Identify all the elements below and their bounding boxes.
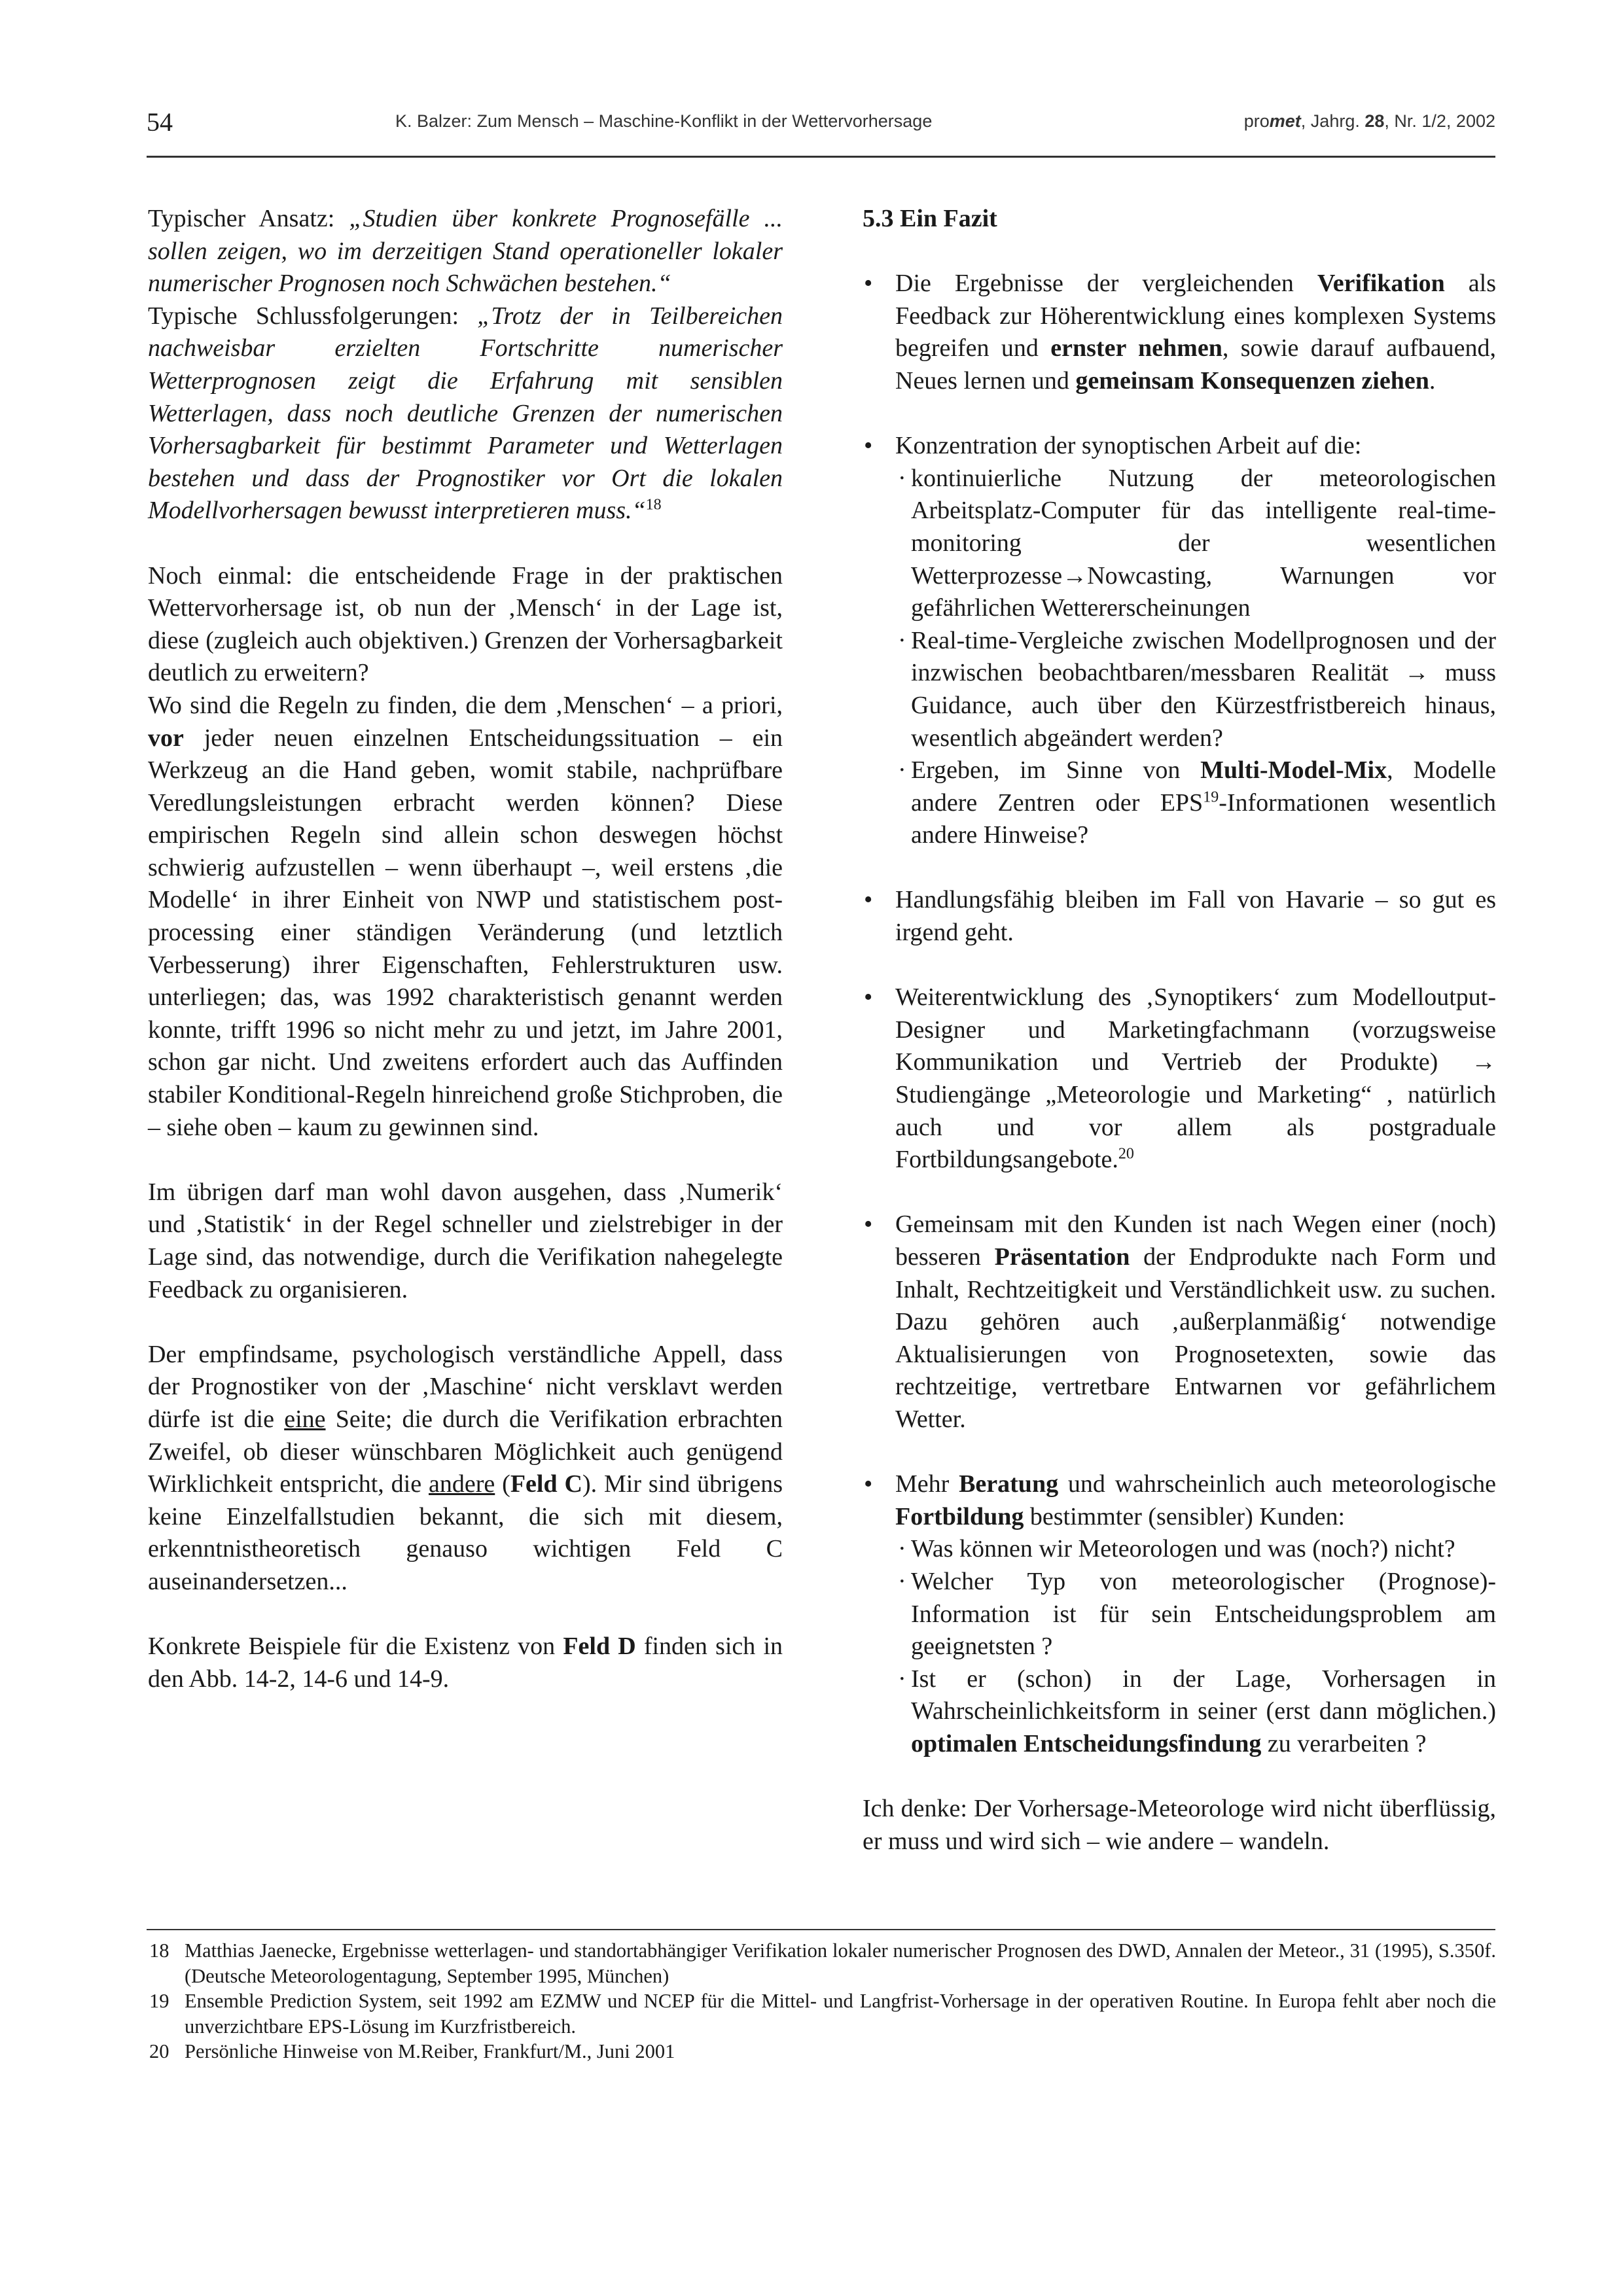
paragraph-examples bbox=[148, 1631, 783, 1695]
text: und wahrscheinlich auch meteorologische bbox=[1058, 1470, 1496, 1498]
text: , sowie darauf aufbauend, Neues lernen und bbox=[895, 334, 1496, 395]
text: als Feedback zur Höherentwicklung eines komplexen Systems begreifen und bbox=[895, 270, 1496, 362]
text: zu verarbeiten ? bbox=[1261, 1729, 1427, 1757]
text: Ergeben, im Sinne von bbox=[911, 756, 1201, 785]
text: Mehr bbox=[895, 1470, 959, 1498]
sub-item-question-2: · Welcher Typ von meteorologischer (Prognose)-Information ist für sein Entscheidungsproblem am geeignetsten ? bbox=[895, 1566, 1496, 1663]
journal-volume: 28 bbox=[1364, 111, 1385, 131]
bold-text: Feld D bbox=[563, 1633, 636, 1661]
closing-paragraph: Ich denke: Der Vorhersage-Meteorologe wird nicht überflüssig, er muss und wird sich – wie andere – wandeln. bbox=[863, 1795, 1496, 1855]
journal-rest2: , Nr. 1/2, 2002 bbox=[1384, 111, 1495, 131]
section-title: 5.3 Ein Fazit bbox=[863, 205, 997, 232]
bullet-synoptiker bbox=[863, 981, 1496, 1176]
bold-text: Beratung bbox=[959, 1470, 1059, 1498]
text: ). Mir sind übrigens keine Einzelfallstudien bekannt, die sich mit diesem, erkenntnistheoretisch genauso wichtigen Feld C auseinandersetzen... bbox=[148, 1470, 783, 1595]
footnotes bbox=[149, 1938, 1496, 2064]
text: Der empfindsame, psychologisch verständliche Appell, dass der Prognostiker von der ‚Maschine‘ nicht versklavt werden dürfe ist die bbox=[148, 1340, 783, 1433]
footnote-ref-18: 18 bbox=[645, 496, 662, 514]
text bbox=[895, 1468, 1496, 1533]
bold-text: ernster nehmen bbox=[1050, 334, 1222, 362]
text: kontinuierliche Nutzung der meteorologischen Arbeitsplatz-Computer für das intelligente real-time-monitoring der wesentlichen Wetterprozesse bbox=[911, 464, 1496, 590]
journal-pro: pro bbox=[1243, 111, 1270, 131]
footnote-18 bbox=[149, 1938, 1496, 1988]
bold-text: vor bbox=[148, 724, 184, 752]
text: Weiterentwicklung des ‚Synoptikers‘ zum Modelloutput-Designer und Marketingfachmann (vorzugsweise Kommunikation und Vertrieb der Produkte) bbox=[895, 983, 1496, 1076]
bullet-presentation bbox=[863, 1209, 1496, 1436]
page-number: 54 bbox=[147, 107, 173, 137]
text: Typischer Ansatz: bbox=[148, 205, 349, 232]
arrow-icon: → bbox=[1471, 1048, 1496, 1076]
quote-conclusion: „Trotz der in Teilbereichen nachweisbar erzielten Fortschritte numerischer Wetterprognosen zeigt die Erfahrung mit sensiblen Wetterlagen, dass noch deutliche Grenzen der numerischen Vorhersagbarkeit für bestimmt Parameter und Wetterlagen bestehen und dass der Prognostiker vor Ort die lokalen Modellvorhersagen bewusst interpretieren muss.“ bbox=[148, 302, 783, 525]
sub-item-realtime bbox=[895, 625, 1496, 754]
underlined-text: eine bbox=[284, 1405, 326, 1433]
bold-text: Verifikation bbox=[1317, 270, 1445, 298]
text: Real-time-Vergleiche zwischen Modellprognosen und der inzwischen beobachtbaren/messbaren Realität bbox=[911, 626, 1496, 687]
sub-item-multimodel bbox=[895, 754, 1496, 852]
footnote-ref-19: 19 bbox=[1203, 788, 1219, 806]
text: -Informationen wesentlich andere Hinweise? bbox=[911, 788, 1496, 849]
sub-item-question-3 bbox=[895, 1663, 1496, 1761]
text: muss Guidance, auch über den Kürzestfristbereich hinaus, wesentlich abgeändert werden? bbox=[911, 659, 1496, 752]
header-rule bbox=[147, 156, 1495, 158]
sub-item-monitoring bbox=[895, 463, 1496, 625]
text: Ist er (schon) in der Lage, Vorhersagen in Wahrscheinlichkeitsform in seiner (erst dann möglichen.) bbox=[911, 1665, 1496, 1725]
arrow-icon: → bbox=[1404, 659, 1429, 687]
text: Seite; die durch die Verifikation erbrachten Zweifel, ob dieser wünschbaren Möglichkeit auch genügend Wirklichkeit entspricht, die bbox=[148, 1405, 783, 1498]
paragraph-rules bbox=[148, 690, 783, 1144]
journal-rest1: , Jahrg. bbox=[1300, 111, 1365, 131]
footnote-text: Ensemble Prediction System, seit 1992 am EZMW und NCEP für die Mittel- und Langfrist-Vorhersage in der operativen Routine. In Europa fehlt aber noch die unverzichtbare EPS-Lösung im Kurzfristbereich. bbox=[185, 1990, 1496, 2038]
text: • Konzentration der synoptischen Arbeit auf die: bbox=[895, 432, 1362, 460]
footnote-rule bbox=[147, 1929, 1495, 1930]
paragraph-approach bbox=[148, 203, 783, 527]
text: Die Ergebnisse der vergleichenden bbox=[895, 270, 1317, 298]
text: Konkrete Beispiele für die Existenz von bbox=[148, 1633, 563, 1661]
footnote-text: Persönliche Hinweise von M.Reiber, Frankfurt/M., Juni 2001 bbox=[185, 2040, 675, 2062]
text: Wo sind die Regeln zu finden, die dem ‚Menschen‘ – a priori, bbox=[148, 691, 783, 719]
arrow-icon: → bbox=[1062, 561, 1088, 590]
bullet-beratung bbox=[863, 1468, 1496, 1760]
paragraph-numerik: Im übrigen darf man wohl davon ausgehen, dass ‚Numerik‘ und ‚Statistik‘ in der Regel schneller und zielstrebiger in der Lage sind, das notwendige, durch die Verifikation nahegelegte Feedback zu organisieren. bbox=[148, 1178, 783, 1303]
text: der Endprodukte nach Form und Inhalt, Rechtzeitigkeit und Verständlichkeit usw. zu suchen. Dazu gehören auch ‚außerplanmäßig‘ notwendige Aktualisierungen von Prognosetexten, sowie das rechtzeitige, vertretbare Entwarnen vor gefährlichem Wetter. bbox=[895, 1243, 1496, 1433]
bold-text: Multi-Model-Mix bbox=[1200, 756, 1387, 785]
bullet-verification bbox=[863, 268, 1496, 397]
footnote-number: 18 bbox=[149, 1939, 169, 1962]
footnote-number: 20 bbox=[149, 2040, 169, 2062]
text: Gemeinsam mit den Kunden ist nach Wegen einer (noch) besseren bbox=[895, 1210, 1496, 1271]
journal-info bbox=[1244, 111, 1495, 132]
footnote-ref-20: 20 bbox=[1118, 1145, 1134, 1163]
text: bestimmter (sensibler) Kunden: bbox=[1024, 1502, 1346, 1530]
bold-text: Fortbildung bbox=[895, 1502, 1024, 1530]
text: ( bbox=[495, 1470, 510, 1498]
paragraph-appeal bbox=[148, 1339, 783, 1598]
bold-text: Präsentation bbox=[994, 1243, 1130, 1271]
running-title: K. Balzer: Zum Mensch – Maschine-Konflikt in der Wettervorhersage bbox=[395, 111, 933, 131]
sub-item-question-1: · Was können wir Meteorologen und was (noch?) nicht? bbox=[895, 1533, 1496, 1566]
underlined-text: andere bbox=[429, 1470, 495, 1498]
text: . bbox=[1429, 366, 1436, 395]
bullet-concentration bbox=[863, 430, 1496, 852]
left-column bbox=[148, 203, 783, 1695]
text: Studiengänge „Meteorologie und Marketing“ , natürlich auch und vor allem als postgraduale Fortbildungsangebote. bbox=[895, 1081, 1496, 1174]
journal-met: met bbox=[1269, 111, 1301, 131]
footnote-20 bbox=[149, 2039, 1496, 2064]
text: Typische Schlussfolgerungen: bbox=[148, 302, 478, 330]
footnote-number: 19 bbox=[149, 1990, 169, 2012]
paragraph-question: Noch einmal: die entscheidende Frage in der praktischen Wettervorhersage ist, ob nun der ‚Mensch‘ in der Lage ist, diese (zugleich auch objektiven.) Grenzen der Vorhersagbarkeit deutlich zu erweitern? bbox=[148, 561, 783, 687]
footnote-text: Matthias Jaenecke, Ergebnisse wetterlagen- und standortabhängiger Verifikation lokaler numerischer Prognosen des DWD, Annalen der Meteor., 31 (1995), S.350f. (Deutsche Meteorologentagung, September 1995, München) bbox=[185, 1939, 1496, 1987]
right-column bbox=[863, 203, 1496, 1858]
bold-text: Feld C bbox=[510, 1470, 582, 1498]
footnote-19 bbox=[149, 1988, 1496, 2039]
bullet-havarie: • Handlungsfähig bleiben im Fall von Havarie – so gut es irgend geht. bbox=[863, 884, 1496, 949]
text: Nowcasting, Warnungen vor gefährlichen Wettererscheinungen bbox=[911, 561, 1496, 622]
quote-approach: „Studien über konkrete Prognosefälle ... sollen zeigen, wo im derzeitigen Stand operationeller lokaler numerischer Prognosen noch Schwächen bestehen.“ bbox=[148, 205, 783, 298]
text: finden sich in den Abb. 14-2, 14-6 und 14-9. bbox=[148, 1633, 783, 1693]
bold-text: optimalen Entscheidungsfindung bbox=[911, 1729, 1262, 1757]
text: , Modelle andere Zentren oder EPS bbox=[911, 756, 1496, 817]
bold-text: gemeinsam Konsequenzen ziehen bbox=[1075, 366, 1429, 395]
text: jeder neuen einzelnen Entscheidungssituation – ein Werkzeug an die Hand geben, womit stabile, nachprüfbare Veredlungsleistungen erbracht werden können? Diese empirischen Regeln sind allein schon deswegen höchst schwierig aufzustellen – wenn überhaupt –, weil erstens ‚die Modelle‘ in ihrer Einheit von NWP und statistischem post-processing einer ständigen Veränderung (und letztlich Verbesserung) ihrer Eigenschaften, Fehlerstrukturen usw. unterliegen; das, was 1992 charakteristisch genannt werden konnte, trifft 1996 so nicht mehr zu und jetzt, im Jahre 2001, schon gar nicht. Und zweitens erfordert auch das Auffinden stabiler Konditional-Regeln hinreichend große Stichproben, die – siehe oben – kaum zu gewinnen sind. bbox=[148, 724, 783, 1141]
